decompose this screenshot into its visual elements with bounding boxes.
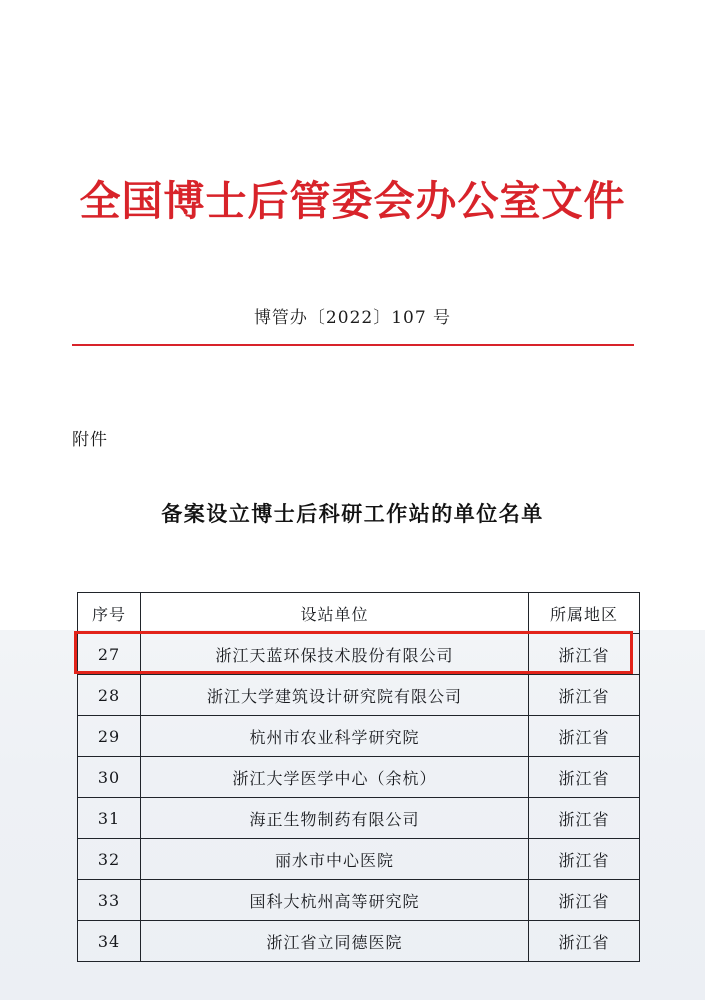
- cell-region: 浙江省: [529, 675, 640, 716]
- table-header-row: [78, 593, 640, 634]
- table-row: [78, 921, 640, 962]
- cell-unit: 杭州市农业科学研究院: [141, 716, 529, 757]
- cell-region: 浙江省: [529, 880, 640, 921]
- cell-unit: 国科大杭州高等研究院: [141, 880, 529, 921]
- cell-no: 32: [78, 839, 141, 880]
- cell-no: 33: [78, 880, 141, 921]
- cell-no: 31: [78, 798, 141, 839]
- cell-region: 浙江省: [529, 921, 640, 962]
- cell-unit: 浙江省立同德医院: [141, 921, 529, 962]
- table-row: [78, 839, 640, 880]
- red-divider-rule: [72, 344, 634, 346]
- cell-unit: 浙江大学建筑设计研究院有限公司: [141, 675, 529, 716]
- cell-no: 34: [78, 921, 141, 962]
- column-header-unit: 设站单位: [141, 593, 529, 634]
- cell-unit: 丽水市中心医院: [141, 839, 529, 880]
- attachment-label: 附件: [72, 430, 108, 450]
- list-title: 备案设立博士后科研工作站的单位名单: [161, 501, 544, 526]
- cell-region: 浙江省: [529, 634, 640, 675]
- table-row: [78, 716, 640, 757]
- table-row: [78, 634, 640, 675]
- cell-region: 浙江省: [529, 716, 640, 757]
- cell-region: 浙江省: [529, 839, 640, 880]
- cell-unit: 浙江天蓝环保技术股份有限公司: [141, 634, 529, 675]
- table-row: [78, 757, 640, 798]
- cell-no: 30: [78, 757, 141, 798]
- table-row: [78, 798, 640, 839]
- unit-list-table: [77, 592, 640, 962]
- cell-unit: 浙江大学医学中心（余杭）: [141, 757, 529, 798]
- column-header-region: 所属地区: [529, 593, 640, 634]
- table-row: [78, 880, 640, 921]
- document-number: 博管办〔2022〕107 号: [253, 308, 452, 328]
- document-title: 全国博士后管委会办公室文件: [79, 177, 626, 225]
- column-header-no: 序号: [78, 593, 141, 634]
- cell-region: 浙江省: [529, 798, 640, 839]
- cell-region: 浙江省: [529, 757, 640, 798]
- cell-no: 29: [78, 716, 141, 757]
- cell-unit: 海正生物制药有限公司: [141, 798, 529, 839]
- cell-no: 28: [78, 675, 141, 716]
- cell-no: 27: [78, 634, 141, 675]
- table-row: [78, 675, 640, 716]
